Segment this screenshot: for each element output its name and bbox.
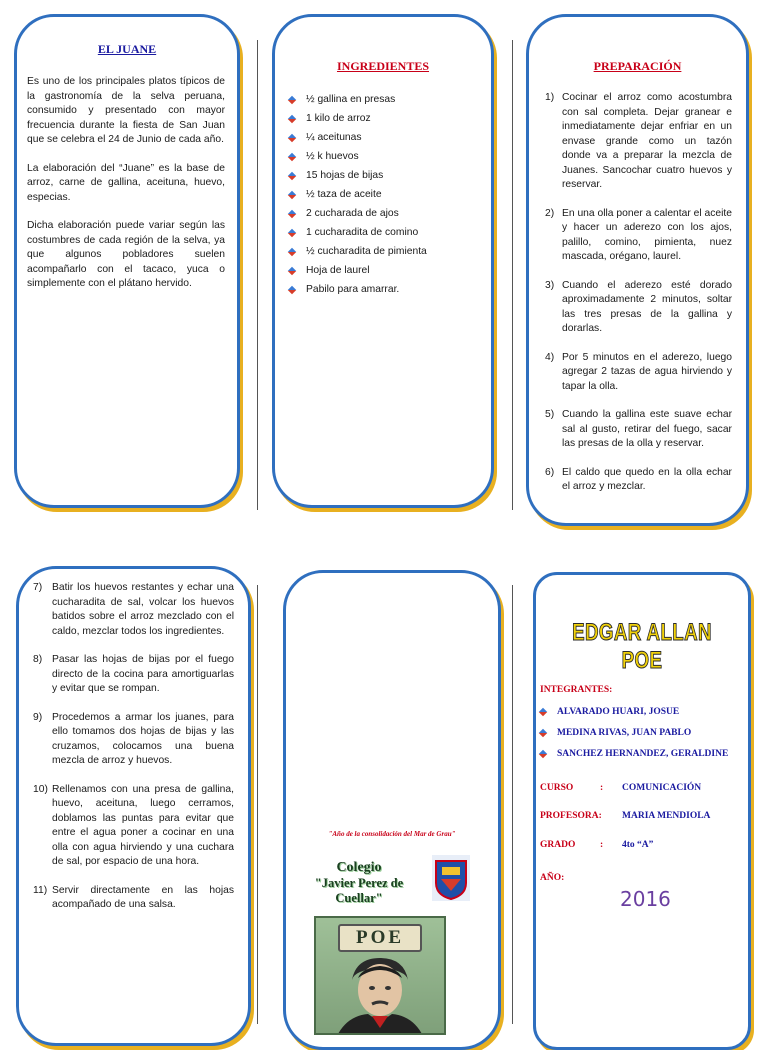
ingredient-item — [289, 166, 483, 185]
step-item — [545, 351, 732, 395]
step-number: 10) — [33, 783, 48, 795]
poe-portrait — [314, 916, 446, 1035]
ingredient-item — [289, 128, 483, 147]
step-item — [545, 466, 732, 495]
ingredient-text: 1 cucharadita de comino — [306, 227, 419, 238]
bullet-icon — [289, 286, 298, 294]
step-number: 1) — [545, 92, 555, 103]
step-text: Rellenamos con una presa de gallina, huevo, aceituna, luego cerramos, doblamos las puntas para evitar que entre el agua poner a cocinar en una olla con agua hirviendo y una cuchara de sal, por espacio de una hora. — [52, 783, 234, 867]
step-text: Procedemos a armar los juanes, para ello tomamos dos hojas de bijas y las cruzamos, colocamos una buena mezcla de arroz y huevos. — [52, 711, 234, 766]
ingredient-text: ½ cucharadita de pimienta — [306, 246, 427, 257]
bullet-icon — [289, 153, 298, 161]
member-item — [540, 722, 728, 743]
ingredient-item — [289, 223, 483, 242]
profesora-label: PROFESORA: — [540, 811, 602, 821]
ingredient-item — [289, 204, 483, 223]
ingredient-item — [289, 147, 483, 166]
fold-line — [512, 40, 513, 510]
ingredient-text: ½ k huevos — [306, 151, 359, 162]
panel-group-info — [533, 572, 751, 1050]
ingredient-text: ½ taza de aceite — [306, 189, 382, 200]
step-text: Batir los huevos restantes y echar una cucharadita de sal, volcar los huevos batidos sobre el arroz mezclado con el caldo, mezclar todos los ingredientes. — [52, 582, 234, 637]
panel-preparacion — [526, 14, 749, 526]
member-item — [540, 701, 728, 722]
step-number: 11) — [33, 884, 48, 896]
step-text: Por 5 minutos en el aderezo, luego agregar 2 tazas de agua hirviendo y tapar la olla. — [562, 351, 732, 392]
intro-paragraph: Dicha elaboración puede variar según las costumbres de cada región de la selva, ya que algunos pobladores suelen acompañarlo con el tacaco, yuca o simplemente con el plátano hervido. — [27, 220, 225, 289]
bullet-icon — [289, 210, 298, 218]
member-name: MEDINA RIVAS, JUAN PABLO — [557, 727, 692, 738]
bullet-icon — [289, 115, 298, 123]
motto-text: "Año de la consolidación del Mar de Grau" — [328, 830, 456, 838]
ingredient-text: Pabilo para amarrar. — [306, 284, 400, 295]
step-text: Pasar las hojas de bijas por el fuego directo de la cocina para amortiguarlas y evitar que se rompan. — [52, 654, 234, 694]
step-item — [33, 783, 234, 870]
grado-value: 4to “A” — [622, 840, 654, 850]
grado-label: GRADO — [540, 840, 576, 850]
curso-label: CURSO — [540, 783, 574, 793]
ingredient-text: ½ gallina en presas — [306, 94, 396, 105]
intro-paragraph: La elaboración del “Juane” es la base de arroz, carne de gallina, aceituna, huevo, especias. — [27, 162, 225, 203]
ingredient-item — [289, 109, 483, 128]
panel-el-juane — [14, 14, 240, 508]
panel-title: PREPARACIÓN — [593, 59, 682, 73]
member-item — [540, 743, 728, 764]
steps-list — [545, 91, 732, 509]
panel-cover — [283, 570, 501, 1050]
step-text: Cuando el aderezo esté dorado aproximadamente 2 minutos, soltar las tres presas de la gallina y dorarlas. — [562, 279, 732, 334]
ingredient-item — [289, 261, 483, 280]
step-item — [33, 581, 234, 639]
intro-paragraph: Es uno de los principales platos típicos de la gastronomía de la selva peruana, consumido y presentado con mayor frecuencia durante la fiesta de San Juan que se celebra el 24 de Junio de cada año. — [27, 76, 225, 145]
fold-line — [512, 585, 513, 1024]
school-crest-icon — [432, 855, 470, 901]
step-number: 6) — [545, 466, 555, 478]
members-list — [540, 701, 728, 764]
school-name: Colegio "Javier Perez de Cuellar" — [314, 860, 404, 905]
bullet-icon — [289, 172, 298, 180]
ingredient-item — [289, 90, 483, 109]
step-number: 7) — [33, 582, 43, 593]
bullet-icon — [289, 267, 298, 275]
panel-ingredientes — [272, 14, 494, 508]
step-item — [545, 279, 732, 337]
step-text: Servir directamente en las hojas acompañado de una salsa. — [52, 884, 234, 910]
step-item — [33, 653, 234, 697]
bullet-icon — [540, 750, 549, 758]
bullet-icon — [289, 96, 298, 104]
bullet-icon — [540, 729, 549, 737]
profesora-value: MARIA MENDIOLA — [622, 811, 711, 821]
fold-line — [257, 40, 258, 510]
step-item — [545, 91, 732, 193]
step-number: 3) — [545, 279, 555, 291]
ingredient-text: 15 hojas de bijas — [306, 170, 384, 181]
anio-value: 2016 — [620, 887, 671, 911]
bullet-icon — [540, 708, 549, 716]
ingredient-item — [289, 242, 483, 261]
panel-title: EL JUANE — [97, 42, 157, 56]
curso-value: COMUNICACIÓN — [622, 783, 702, 793]
panel-title: INGREDIENTES — [336, 59, 430, 73]
step-number: 2) — [545, 207, 555, 219]
anio-label: AÑO: — [540, 873, 565, 883]
portrait-banner: POE — [338, 924, 422, 952]
bullet-icon — [289, 248, 298, 256]
fold-line — [257, 585, 258, 1024]
bullet-icon — [289, 134, 298, 142]
member-name: SANCHEZ HERNANDEZ, GERALDINE — [557, 748, 729, 759]
step-text: El caldo que quedo en la olla echar el arroz y mezclar. — [562, 466, 732, 492]
ingredient-text: ¼ aceitunas — [306, 132, 362, 143]
colon: : — [600, 840, 604, 850]
ingredient-text: 2 cucharada de ajos — [306, 208, 399, 219]
ingredient-item — [289, 280, 483, 299]
colon: : — [600, 783, 604, 793]
bullet-icon — [289, 191, 298, 199]
step-text: Cuando la gallina este suave echar sal al gusto, retirar del fuego, sacar las presas de la olla y reservar. — [562, 409, 732, 449]
step-text: En una olla poner a calentar el aceite y hacer un aderezo con los ajos, palillo, comino, pimienta, nuez mascada, orégano, laurel. — [562, 207, 733, 262]
panel-preparacion-continued — [16, 566, 251, 1046]
step-number: 5) — [545, 409, 555, 420]
member-name: ALVARADO HUARI, JOSUE — [557, 706, 680, 717]
bullet-icon — [289, 229, 298, 237]
poe-face-icon — [316, 948, 444, 1035]
step-number: 4) — [545, 351, 555, 363]
ingredient-list — [289, 90, 483, 299]
ingredient-item — [289, 185, 483, 204]
ingredient-text: Hoja de laurel — [306, 265, 370, 276]
step-number: 8) — [33, 654, 43, 665]
ingredient-text: 1 kilo de arroz — [306, 113, 371, 124]
step-number: 9) — [33, 711, 43, 723]
step-text: Cocinar el arroz como acostumbra con sal completa. Dejar granear e inmediatamente dejar enfriar en un envase grande como un tazón donde va a preparar la mezcla de Juanes. Sancochar cuatro huevos y reservar. — [562, 92, 732, 190]
step-item — [33, 711, 234, 769]
step-item — [33, 884, 234, 913]
step-item — [545, 408, 732, 452]
group-title: EDGAR ALLAN POE — [572, 619, 712, 674]
steps-list — [33, 581, 234, 927]
step-item — [545, 207, 732, 265]
members-label: INTEGRANTES: — [540, 685, 613, 695]
